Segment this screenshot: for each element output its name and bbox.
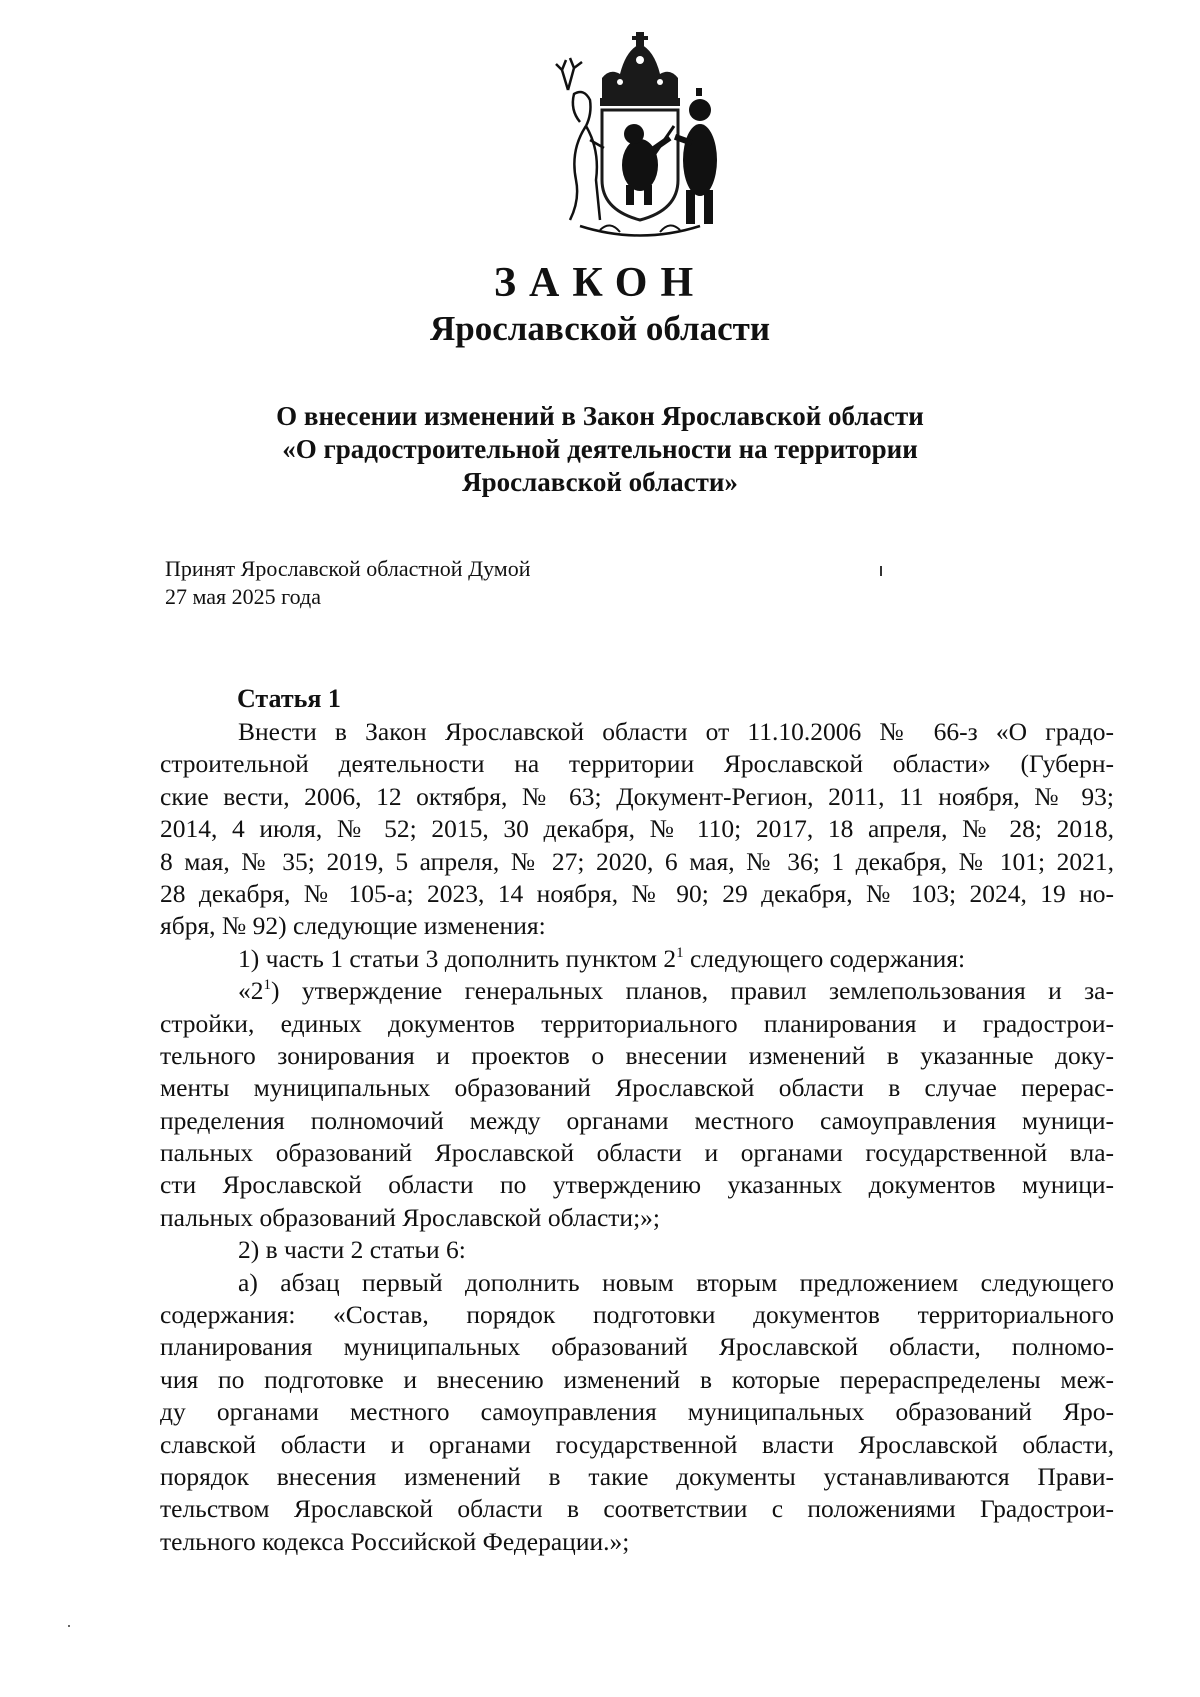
text-segment: ) утверждение генеральных планов, правил землепользования и за- (271, 976, 1114, 1006)
text-line: пальных образований Ярославской области и органами государственной вла- (160, 1138, 1114, 1168)
text-line: стройки, единых документов территориального планирования и градострои- (160, 1008, 1114, 1038)
law-name (0, 400, 1200, 499)
adoption-body: Принят Ярославской областной Думой (165, 556, 531, 581)
text-line: пределения полномочий между органами местного самоуправления муници- (160, 1105, 1114, 1135)
text-line (160, 943, 1114, 975)
text-line: ября, № 92) следующие изменения: (160, 911, 546, 941)
article-heading: Статья 1 (237, 684, 341, 713)
text-line: тельством Ярославской области в соответствии с положениями Градострои- (160, 1494, 1114, 1524)
text-line: чия по подготовке и внесению изменений в которые перераспределены меж- (160, 1364, 1114, 1394)
superscript: 1 (676, 944, 684, 961)
text-line: 8 мая, № 35; 2019, 5 апреля, № 27; 2020, 6 мая, № 36; 1 декабря, № 101; 2021, (160, 846, 1114, 876)
adoption-date: 27 мая 2025 года (165, 584, 321, 609)
law-name-line: Ярославской области» (462, 467, 738, 497)
text-segment: 1) часть 1 статьи 3 дополнить пунктом 2 (238, 943, 677, 973)
text-line: а) абзац первый дополнить новым вторым предложением следующего (238, 1267, 1114, 1297)
text-line: менты муниципальных образований Ярославской области в случае перерас- (160, 1073, 1114, 1103)
text-line: строительной деятельности на территории Ярославской области» (Губерн- (160, 749, 1114, 779)
text-line: славской области и органами государственной власти Ярославской области, (160, 1429, 1114, 1459)
text-line: 2014, 4 июля, № 52; 2015, 30 декабря, № 110; 2017, 18 апреля, № 28; 2018, (160, 814, 1114, 844)
scan-mark (880, 566, 882, 576)
text-segment: следующего содержания: (683, 943, 966, 973)
document-subtitle: Ярославской области (429, 309, 771, 348)
scan-speck (68, 1625, 70, 1627)
text-line: сти Ярославской области по утверждению указанных документов муници- (160, 1170, 1114, 1200)
text-line: порядок внесения изменений в такие документы устанавливаются Прави- (160, 1461, 1114, 1491)
text-line: тельного кодекса Российской Федерации.»; (160, 1526, 630, 1556)
text-line: 28 декабря, № 105-а; 2023, 14 ноября, № 90; 29 декабря, № 103; 2024, 19 но- (160, 878, 1114, 908)
text-line: Внести в Закон Ярославской области от 11.10.2006 № 66-з «О градо- (238, 717, 1114, 746)
superscript: 1 (263, 977, 271, 994)
text-line: ские вести, 2006, 12 октября, № 63; Документ-Регион, 2011, 11 ноября, № 93; (160, 781, 1114, 811)
text-segment: «2 (238, 976, 264, 1006)
text-line: 2) в части 2 статьи 6: (238, 1235, 466, 1265)
coat-of-arms-emblem (540, 30, 740, 245)
text-line: планирования муниципальных образований Ярославской области, полномо- (160, 1332, 1114, 1362)
text-line: пальных образований Ярославской области;»; (160, 1202, 660, 1232)
text-line (160, 975, 1114, 1007)
adoption-note (165, 555, 531, 611)
article-body (160, 716, 1114, 1558)
law-name-line: О внесении изменений в Закон Ярославской области (276, 401, 924, 431)
text-line: ду органами местного самоуправления муниципальных образований Яро- (160, 1397, 1114, 1427)
law-name-line: «О градостроительной деятельности на территории (282, 434, 918, 464)
text-line: содержания: «Состав, порядок подготовки документов территориального (160, 1300, 1114, 1330)
document-title: ЗАКОН (493, 260, 707, 306)
text-line: тельного зонирования и проектов о внесении изменений в указанные доку- (160, 1040, 1114, 1070)
